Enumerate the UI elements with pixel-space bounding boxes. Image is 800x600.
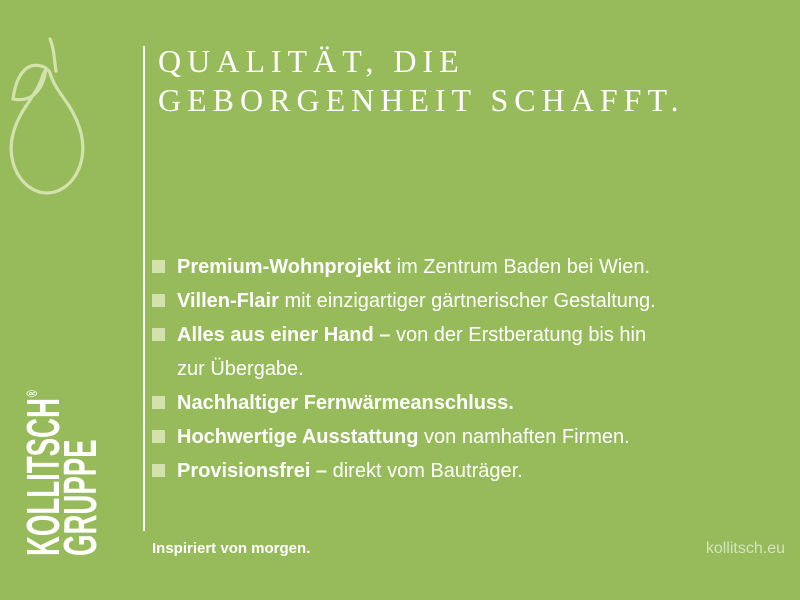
- pear-outline-icon: [0, 0, 100, 210]
- square-bullet-icon: [152, 294, 165, 307]
- page-title-line2: GEBORGENHEIT SCHAFFT.: [158, 82, 685, 118]
- registered-mark: ®: [24, 390, 41, 397]
- list-item-bold: Premium-Wohnprojekt: [177, 256, 392, 278]
- feature-list: [152, 250, 656, 488]
- list-item: [152, 386, 656, 420]
- pear-stem: [50, 39, 56, 71]
- page-title: [158, 42, 685, 120]
- list-item-bold: Villen-Flair: [177, 290, 279, 312]
- brand-name: KOLLITSCH: [17, 398, 69, 556]
- pear-leaf: [13, 65, 46, 99]
- list-item-text: direkt vom Bauträger.: [327, 460, 523, 482]
- page-title-line1: QUALITÄT, DIE: [158, 43, 465, 79]
- list-item-text: von namhaften Firmen.: [418, 426, 630, 448]
- list-item-text: von der Erstberatung bis hin: [390, 324, 647, 346]
- square-bullet-icon: [152, 430, 165, 443]
- footer-website-link[interactable]: kollitsch.eu: [705, 540, 785, 557]
- list-item-bold: Alles aus einer Hand –: [177, 324, 391, 346]
- vertical-divider: [143, 46, 145, 531]
- square-bullet-icon: [152, 328, 165, 341]
- list-item-text: mit einzigartiger gärtnerischer Gestaltung.: [278, 290, 656, 312]
- pear-body: [11, 70, 83, 193]
- list-item: [152, 250, 656, 284]
- square-bullet-icon: [152, 396, 165, 409]
- list-item-text: im Zentrum Baden bei Wien.: [391, 256, 651, 278]
- list-item: [152, 420, 656, 454]
- brand-wordmark: [14, 390, 106, 556]
- list-item: [152, 284, 656, 318]
- list-item-bold: Hochwertige Ausstattung: [177, 426, 419, 448]
- square-bullet-icon: [152, 464, 165, 477]
- list-item-bold: Provisionsfrei –: [177, 460, 328, 482]
- brand-division: GRUPPE: [54, 439, 106, 556]
- footer-tagline: Inspiriert von morgen.: [152, 540, 311, 557]
- list-item-text-wrap: zur Übergabe.: [177, 358, 304, 380]
- list-item: [152, 318, 656, 386]
- square-bullet-icon: [152, 260, 165, 273]
- list-item-bold: Nachhaltiger Fernwärmeanschluss.: [177, 392, 514, 414]
- list-item: [152, 454, 656, 488]
